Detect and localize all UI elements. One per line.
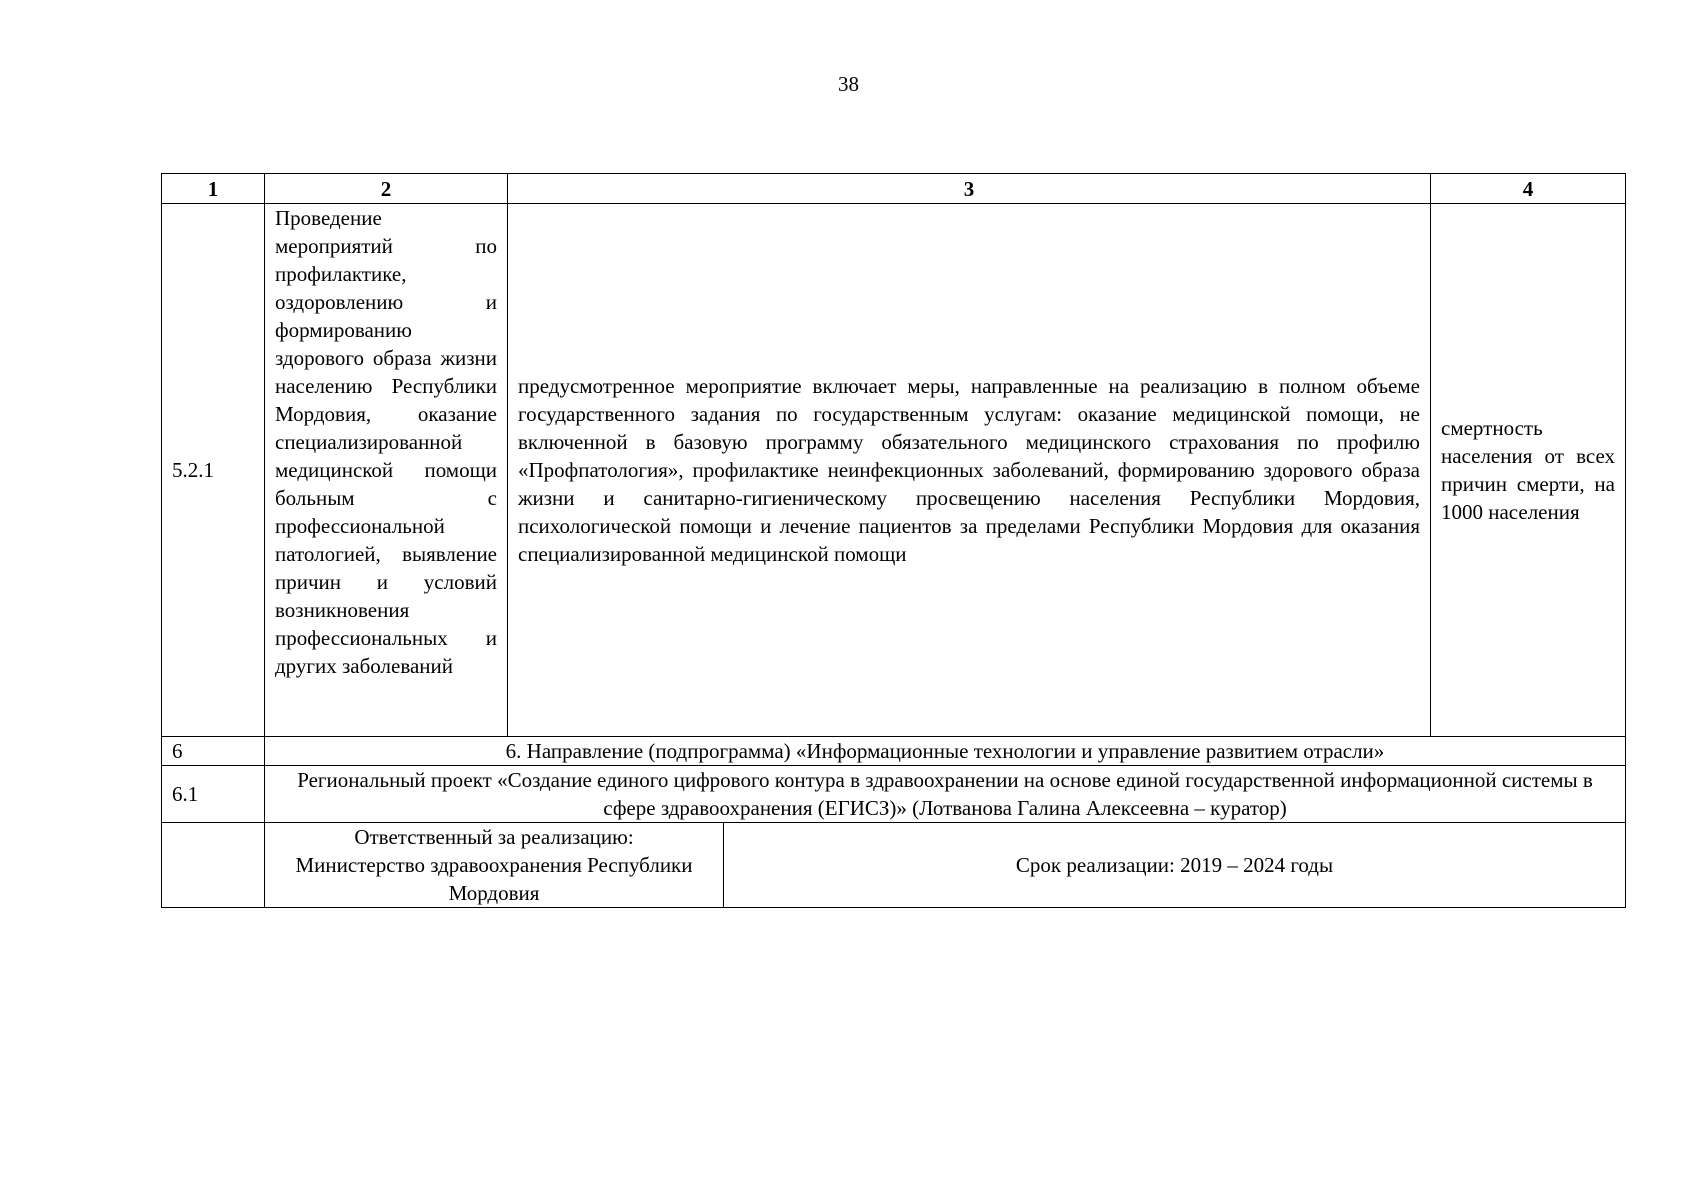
header-col-1: 1 (162, 174, 265, 204)
activity-name: Проведение мероприятий по профилактике, оздоровлению и формированию здорового образа жизни населению Республики Мордовия, оказание специализированной медицинской помощи больным с профессиональной патологией, выявление причин и условий возникновения профессиональных и других заболеваний (265, 204, 508, 737)
project-title: Региональный проект «Создание единого цифрового контура в здравоохранении на основе единой государственной информационной системы в сфере здравоохранения (ЕГИСЗ)» (Лотванова Галина Алексеевна – куратор) (265, 766, 1626, 823)
row-number: 6 (162, 737, 265, 766)
table-row-6 (162, 737, 1626, 766)
responsible-value: Министерство здравоохранения Республики Мордовия (295, 853, 693, 905)
table-row-responsible (162, 823, 1626, 908)
header-col-3: 3 (508, 174, 1431, 204)
implementation-term: Срок реализации: 2019 – 2024 годы (724, 823, 1626, 908)
table-header-row (162, 174, 1626, 204)
header-col-4: 4 (1431, 174, 1626, 204)
page-number: 38 (838, 72, 859, 96)
activity-description: предусмотренное мероприятие включает меры, направленные на реализацию в полном объеме государственного задания по государственным услугам: оказание медицинской помощи, не включенной в базовую программу обязательного медицинского страхования по профилю «Профпатология», профилактике неинфекционных заболеваний, формированию здорового образа жизни и санитарно-гигиеническому просвещению населения Республики Мордовия, психологической помощи и лечение пациентов за пределами Республики Мордовия для оказания специализированной медицинской помощи (508, 204, 1431, 737)
responsible-label: Ответственный за реализацию: (354, 825, 634, 849)
indicator: смертность населения от всех причин смерти, на 1000 населения (1431, 204, 1626, 737)
row-number (162, 823, 265, 908)
header-col-2: 2 (265, 174, 508, 204)
row-number: 5.2.1 (162, 204, 265, 737)
row-number: 6.1 (162, 766, 265, 823)
section-title: 6. Направление (подпрограмма) «Информационные технологии и управление развитием отрасли» (265, 737, 1626, 766)
table-row-6-1 (162, 766, 1626, 823)
table-row-5-2-1 (162, 204, 1626, 737)
responsible-cell (265, 823, 724, 908)
program-table (161, 173, 1626, 908)
